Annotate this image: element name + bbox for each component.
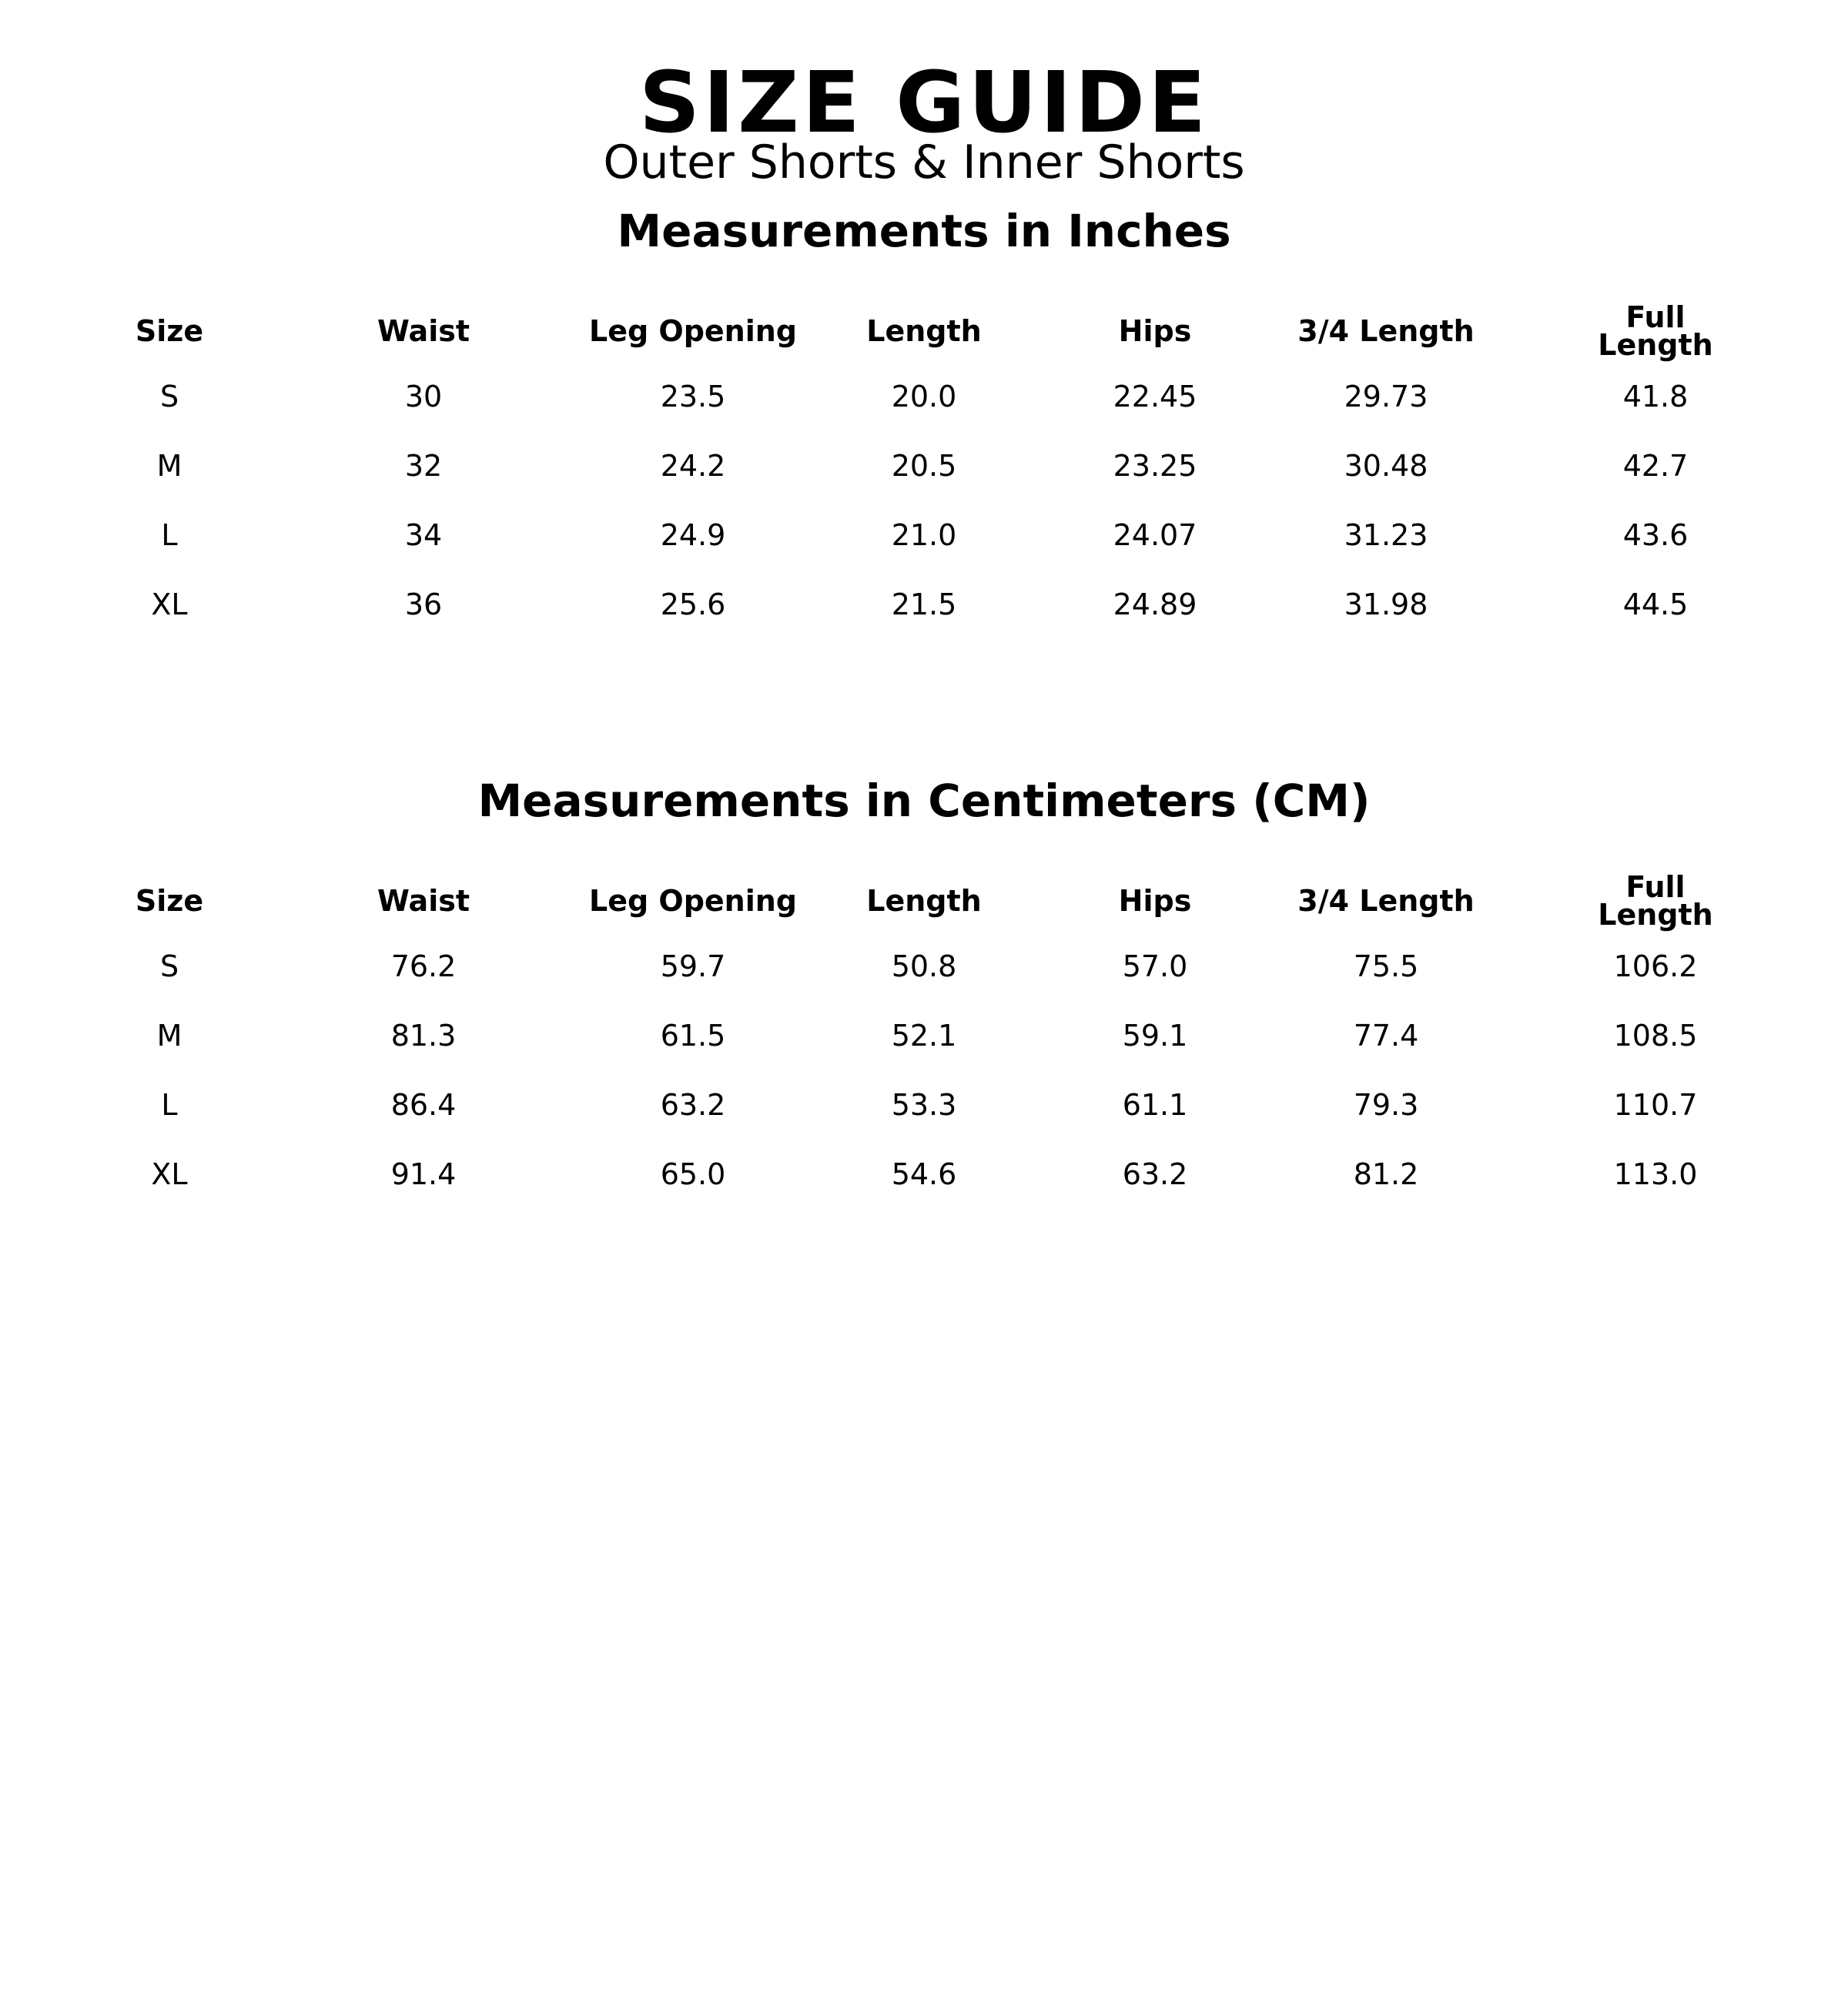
cell-full-length: 106.2	[1613, 949, 1698, 983]
cell-waist: 30	[404, 380, 443, 413]
column-header-full-length: Full Length	[1598, 870, 1713, 932]
cell-full-length: 41.8	[1622, 380, 1689, 413]
cell-waist: 32	[404, 449, 443, 483]
cell-hips: 22.45	[1113, 380, 1197, 413]
cell-size: XL	[151, 1157, 188, 1191]
cell-size: S	[159, 380, 179, 413]
column-header-waist: Waist	[377, 884, 470, 918]
column-header-three-quarter-length: 3/4 Length	[1297, 314, 1475, 348]
cell-leg-opening: 23.5	[660, 380, 726, 413]
cell-three-quarter-length: 77.4	[1353, 1019, 1419, 1053]
cell-hips: 23.25	[1113, 449, 1197, 483]
cell-hips: 61.1	[1122, 1088, 1188, 1122]
cell-size: XL	[151, 588, 188, 621]
cell-length: 21.0	[891, 518, 957, 552]
cell-size: M	[156, 449, 182, 483]
cell-length: 52.1	[891, 1019, 957, 1053]
column-header-length: Length	[866, 884, 982, 918]
cell-leg-opening: 25.6	[660, 588, 726, 621]
column-header-hips: Hips	[1118, 884, 1192, 918]
cell-length: 53.3	[891, 1088, 957, 1122]
inches-section-title: Measurements in Inches	[617, 205, 1231, 257]
cell-waist: 76.2	[390, 949, 457, 983]
cell-waist: 36	[404, 588, 443, 621]
cell-leg-opening: 59.7	[660, 949, 726, 983]
column-header-waist: Waist	[377, 314, 470, 348]
cell-leg-opening: 65.0	[660, 1157, 726, 1191]
cell-full-length: 43.6	[1622, 518, 1689, 552]
cell-length: 20.0	[891, 380, 957, 413]
cell-waist: 86.4	[390, 1088, 457, 1122]
page-title: SIZE GUIDE	[638, 53, 1210, 152]
cell-full-length: 113.0	[1613, 1157, 1698, 1191]
column-header-length: Length	[866, 314, 982, 348]
column-header-full-length: Full Length	[1598, 300, 1713, 362]
column-header-hips: Hips	[1118, 314, 1192, 348]
cell-three-quarter-length: 79.3	[1353, 1088, 1419, 1122]
column-header-size: Size	[135, 884, 204, 918]
cell-waist: 81.3	[390, 1019, 457, 1053]
cell-full-length: 42.7	[1622, 449, 1689, 483]
cell-leg-opening: 63.2	[660, 1088, 726, 1122]
page-subtitle: Outer Shorts & Inner Shorts	[603, 136, 1245, 189]
cell-three-quarter-length: 31.23	[1344, 518, 1428, 552]
cell-length: 54.6	[891, 1157, 957, 1191]
cell-full-length: 44.5	[1622, 588, 1689, 621]
cell-three-quarter-length: 29.73	[1344, 380, 1428, 413]
cell-size: M	[156, 1019, 182, 1053]
cell-hips: 24.89	[1113, 588, 1197, 621]
cell-leg-opening: 24.9	[660, 518, 726, 552]
cell-hips: 63.2	[1122, 1157, 1188, 1191]
cell-length: 20.5	[891, 449, 957, 483]
cell-three-quarter-length: 81.2	[1353, 1157, 1419, 1191]
cell-length: 21.5	[891, 588, 957, 621]
cell-hips: 59.1	[1122, 1019, 1188, 1053]
cell-hips: 24.07	[1113, 518, 1197, 552]
cell-full-length: 108.5	[1613, 1019, 1698, 1053]
cell-leg-opening: 61.5	[660, 1019, 726, 1053]
cell-length: 50.8	[891, 949, 957, 983]
cell-three-quarter-length: 31.98	[1344, 588, 1428, 621]
cell-size: S	[159, 949, 179, 983]
cm-section-title: Measurements in Centimeters (CM)	[477, 775, 1371, 827]
cell-three-quarter-length: 75.5	[1353, 949, 1419, 983]
column-header-leg-opening: Leg Opening	[588, 314, 798, 348]
column-header-leg-opening: Leg Opening	[588, 884, 798, 918]
cell-waist: 91.4	[390, 1157, 457, 1191]
cell-three-quarter-length: 30.48	[1344, 449, 1428, 483]
cell-full-length: 110.7	[1613, 1088, 1698, 1122]
column-header-size: Size	[135, 314, 204, 348]
cell-size: L	[161, 1088, 178, 1122]
cell-size: L	[161, 518, 178, 552]
cell-waist: 34	[404, 518, 443, 552]
cell-hips: 57.0	[1122, 949, 1188, 983]
cell-leg-opening: 24.2	[660, 449, 726, 483]
column-header-three-quarter-length: 3/4 Length	[1297, 884, 1475, 918]
